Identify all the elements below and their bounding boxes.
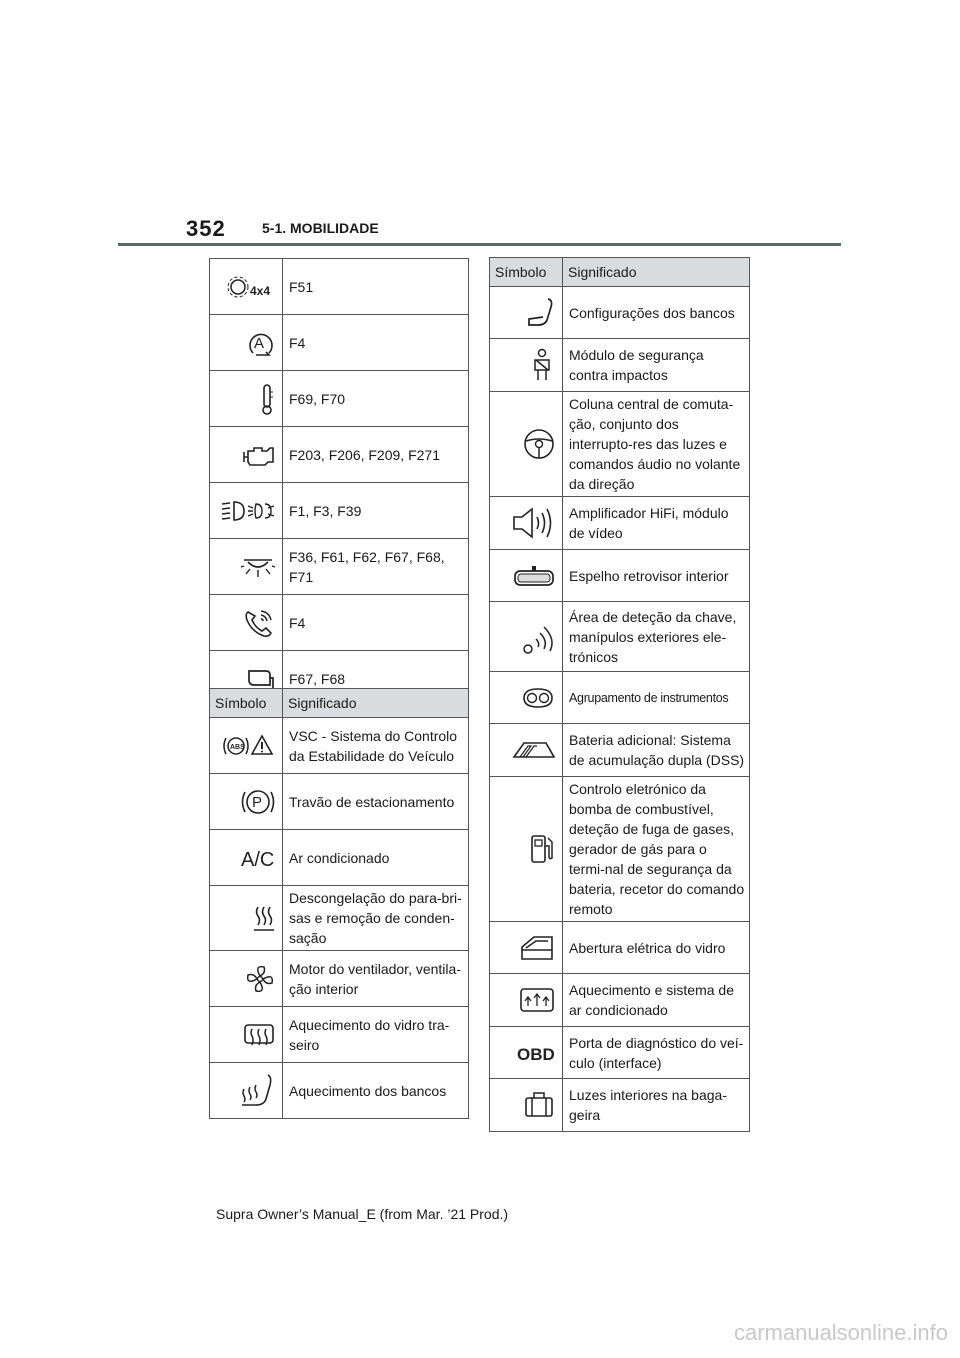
header-meaning: Significado [283, 689, 469, 718]
row-text: Espelho retrovisor interior [563, 550, 750, 602]
header-meaning: Significado [563, 258, 750, 287]
table-header-row [490, 258, 750, 287]
row-text: Abertura elétrica do vidro [563, 922, 750, 974]
table-row [490, 724, 750, 777]
table-row [210, 774, 469, 830]
row-text: Luzes interiores na baga-geira [563, 1079, 750, 1132]
parking-brake-icon [210, 774, 283, 830]
interior-light-icon [210, 539, 283, 595]
row-text: F69, F70 [283, 371, 469, 427]
row-text: Coluna central de comuta-ção, conjunto dos interrupto-res das luzes e comandos áudio no volante da direção [563, 392, 750, 497]
table-header-row [210, 689, 469, 718]
row-text: Controlo eletrónico da bomba de combustível, deteção de fuga de gases, gerador de gás para o termi-nal de segurança da bateria, recetor do comando remoto [563, 777, 750, 922]
table-row [490, 497, 750, 550]
table-row [490, 602, 750, 672]
table-row [490, 1027, 750, 1079]
table-row [210, 483, 469, 539]
row-text: F36, F61, F62, F67, F68, F71 [283, 539, 469, 595]
battery-car-icon [490, 724, 563, 777]
table-row [210, 718, 469, 774]
table-row [490, 550, 750, 602]
section-title: 5-1. MOBILIDADE [262, 220, 379, 236]
row-text: F1, F3, F39 [283, 483, 469, 539]
table-row [490, 1079, 750, 1132]
table-row [210, 539, 469, 595]
seat-heat-icon [210, 1063, 283, 1119]
header-divider [118, 243, 841, 246]
table-row [490, 287, 750, 339]
svg-text:ABS: ABS [230, 743, 245, 751]
watermark: carmanualsonline.info [733, 1320, 948, 1345]
defrost-icon [210, 886, 283, 951]
thermometer-icon [210, 371, 283, 427]
table-row [210, 1007, 469, 1063]
obd-icon [490, 1027, 563, 1079]
row-text: Amplificador HiFi, módulo de vídeo [563, 497, 750, 550]
auto-a-icon [210, 315, 283, 371]
ac-icon [210, 830, 283, 886]
table-row [210, 886, 469, 951]
window-icon [490, 922, 563, 974]
svg-text:A/C: A/C [241, 848, 275, 871]
header-symbol: Símbolo [210, 689, 283, 718]
table-row [210, 259, 469, 315]
row-text: Porta de diagnóstico do veí-culo (interface) [563, 1027, 750, 1079]
engine-icon [210, 427, 283, 483]
steering-wheel-icon [490, 392, 563, 497]
svg-text:P: P [252, 793, 263, 811]
row-text: F203, F206, F209, F271 [283, 427, 469, 483]
headlight-icon [210, 483, 283, 539]
row-text: VSC - Sistema do Controlo da Estabilidade do Veículo [283, 718, 469, 774]
table-row [210, 595, 469, 651]
row-text: Descongelação do para-bri-sas e remoção de conden-sação [283, 886, 469, 951]
table-row [490, 672, 750, 724]
fuel-pump-icon [490, 777, 563, 922]
footer-text: Supra Owner’s Manual_E (from Mar. ’21 Prod.) [216, 1206, 509, 1222]
table-row [210, 371, 469, 427]
instrument-cluster-icon [490, 672, 563, 724]
table-row [210, 951, 469, 1007]
row-text: Ar condicionado [283, 830, 469, 886]
row-text: Configurações dos bancos [563, 287, 750, 339]
abs-warning-icon [210, 718, 283, 774]
page-number: 352 [186, 216, 226, 241]
speaker-icon [490, 497, 563, 550]
rearview-mirror-icon [490, 550, 563, 602]
header-symbol: Símbolo [490, 258, 563, 287]
table-row [490, 339, 750, 392]
table-row [210, 427, 469, 483]
gear-4x4-icon [210, 259, 283, 315]
row-text: Área de deteção da chave, manípulos exteriores ele-trónicos [563, 602, 750, 672]
key-signal-icon [490, 602, 563, 672]
row-text: Aquecimento do vidro tra-seiro [283, 1007, 469, 1063]
svg-text:OBD: OBD [517, 1044, 555, 1064]
table-row [490, 974, 750, 1027]
phone-icon [210, 595, 283, 651]
row-text: F51 [283, 259, 469, 315]
table-row [210, 315, 469, 371]
table-row [210, 830, 469, 886]
row-text: Aquecimento dos bancos [283, 1063, 469, 1119]
row-text: Agrupamento de instrumentos [563, 672, 750, 724]
fuse-table-right [489, 257, 750, 1132]
climate-icon [490, 974, 563, 1027]
row-text: Aquecimento e sistema de ar condicionado [563, 974, 750, 1027]
fuse-table-bottom-left [209, 688, 469, 1119]
row-text: F67, F68 [283, 651, 469, 707]
row-text: Travão de estacionamento [283, 774, 469, 830]
row-text: F4 [283, 595, 469, 651]
table-row [490, 392, 750, 497]
seatbelt-icon [490, 339, 563, 392]
table-row [490, 922, 750, 974]
row-text: Módulo de segurança contra impactos [563, 339, 750, 392]
svg-text:A: A [254, 334, 265, 352]
row-text: Bateria adicional: Sistema de acumulação dupla (DSS) [563, 724, 750, 777]
fan-icon [210, 951, 283, 1007]
row-text: Motor do ventilador, ventila-ção interior [283, 951, 469, 1007]
rear-defrost-icon [210, 1007, 283, 1063]
table-row [490, 777, 750, 922]
table-row [210, 1063, 469, 1119]
fuse-table-top-left [209, 258, 469, 707]
row-text: F4 [283, 315, 469, 371]
svg-text:4x4: 4x4 [250, 283, 271, 298]
seat-icon [490, 287, 563, 339]
trunk-light-icon [490, 1079, 563, 1132]
